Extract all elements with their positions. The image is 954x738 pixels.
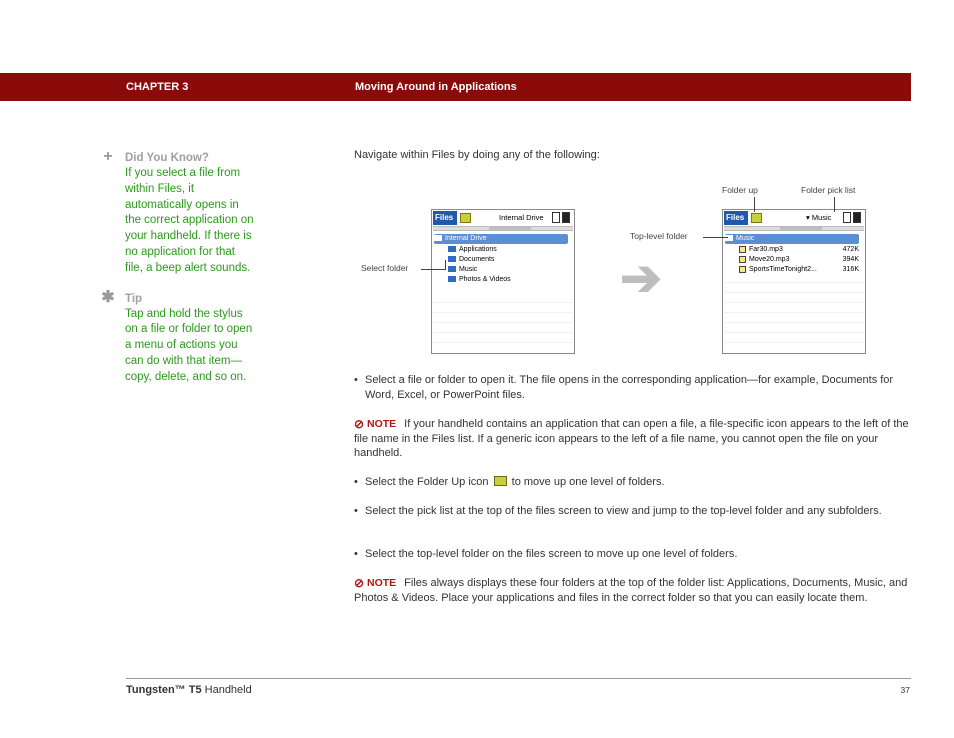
file-size: 472K [842,246,859,253]
plus-icon: + [103,148,113,165]
tip-box [100,288,275,386]
list-item[interactable]: Music [448,265,477,275]
folder-up-icon [494,476,507,486]
folder-up-icon[interactable] [460,213,471,223]
note-text: Files always displays these four folders at the top of the folder list: Applications, Documents, Music, and Photos & Videos. Place your applications and files in the correct folder so that you can easily locate them. [354,577,908,604]
intro-text: Navigate within Files by doing any of the following: [354,149,600,161]
did-you-know-text: If you select a file from within Files, it automatically opens in the correct application on your handheld. If there is no application for that file, a beep alert sounds. [125,167,254,274]
note-text: If your handheld contains an application that can open a file, a file-specific icon appears to the left of the file name in the Files list. If a generic icon appears to the left of a file name, you cannot open the file on your handheld. [354,418,909,460]
bullet-folder-up: • Select the Folder Up icon to move up one level of folders. [354,475,910,490]
list-item[interactable]: Applications [448,245,497,255]
note-icon: ⊘ [354,576,365,590]
asterisk-icon: ✱ [101,288,115,306]
chapter-header-bar [0,73,911,101]
bullet-pick-list: • Select the pick list at the top of the files screen to view and jump to the top-level folder and any subfolders. [354,504,910,519]
file-size: 316K [842,266,859,273]
leader-line [703,237,728,238]
note-four-folders [354,576,910,605]
callout-folder-pick-list: Folder pick list [801,185,856,195]
device-title-bar [724,211,864,225]
note-icon: ⊘ [354,417,365,431]
sidebar [100,150,275,400]
files-screen-left [431,209,575,354]
scroll-indicator [433,226,573,231]
bullet-select-file: • Select a file or folder to open it. The file opens in the corresponding application—for example, Documents for Word, Excel, or PowerPoint files. [354,373,910,402]
leader-line [421,269,446,270]
right-arrow-icon: ➔ [620,250,662,306]
tip-text: Tap and hold the stylus on a file or folder to open a menu of actions you can do with that item— copy, delete, and so on. [125,307,253,383]
bullet-top-level: • Select the top-level folder on the files screen to move up one level of folders. [354,547,910,562]
files-figure [354,180,910,360]
drive-label[interactable]: Internal Drive [499,213,544,222]
empty-list-area [724,280,864,352]
note-label: NOTE [367,577,397,589]
callout-folder-up: Folder up [722,185,758,195]
folder-pick-list[interactable]: ▾ Music [806,213,832,222]
footer-divider [126,678,911,679]
callout-top-level-folder: Top-level folder [630,231,688,241]
list-item[interactable]: Documents [448,255,494,265]
page-number: 37 [900,685,910,695]
leader-line [445,260,446,270]
did-you-know-heading: Did You Know? [125,152,209,164]
files-title: Files [433,211,457,225]
chapter-number: CHAPTER 3 [126,81,189,93]
callout-select-folder: Select folder [361,263,409,273]
note-file-icon [354,417,910,461]
file-row[interactable]: Move20.mp3 [739,255,789,265]
did-you-know-box [100,150,275,277]
note-label: NOTE [367,418,397,430]
top-level-folder-row[interactable]: Music [725,234,859,244]
view-icons[interactable] [843,212,863,224]
view-icons[interactable] [552,212,572,224]
device-title-bar [433,211,573,225]
chapter-title: Moving Around in Applications [355,81,517,93]
tip-heading: Tip [125,292,143,305]
file-size: 394K [842,256,859,263]
leader-line [754,197,755,212]
empty-list-area [433,296,573,352]
files-title: Files [724,211,748,225]
file-row[interactable]: SportsTimeTonight2... [739,265,817,275]
leader-line [834,197,835,212]
files-screen-right [722,209,866,354]
footer-product: Tungsten™ T5 Handheld [126,684,252,696]
folder-up-icon[interactable] [751,213,762,223]
scroll-indicator [724,226,864,231]
list-item[interactable]: Internal Drive [434,234,568,244]
list-item[interactable]: Photos & Videos [448,275,511,285]
file-row[interactable]: Far30.mp3 [739,245,783,255]
